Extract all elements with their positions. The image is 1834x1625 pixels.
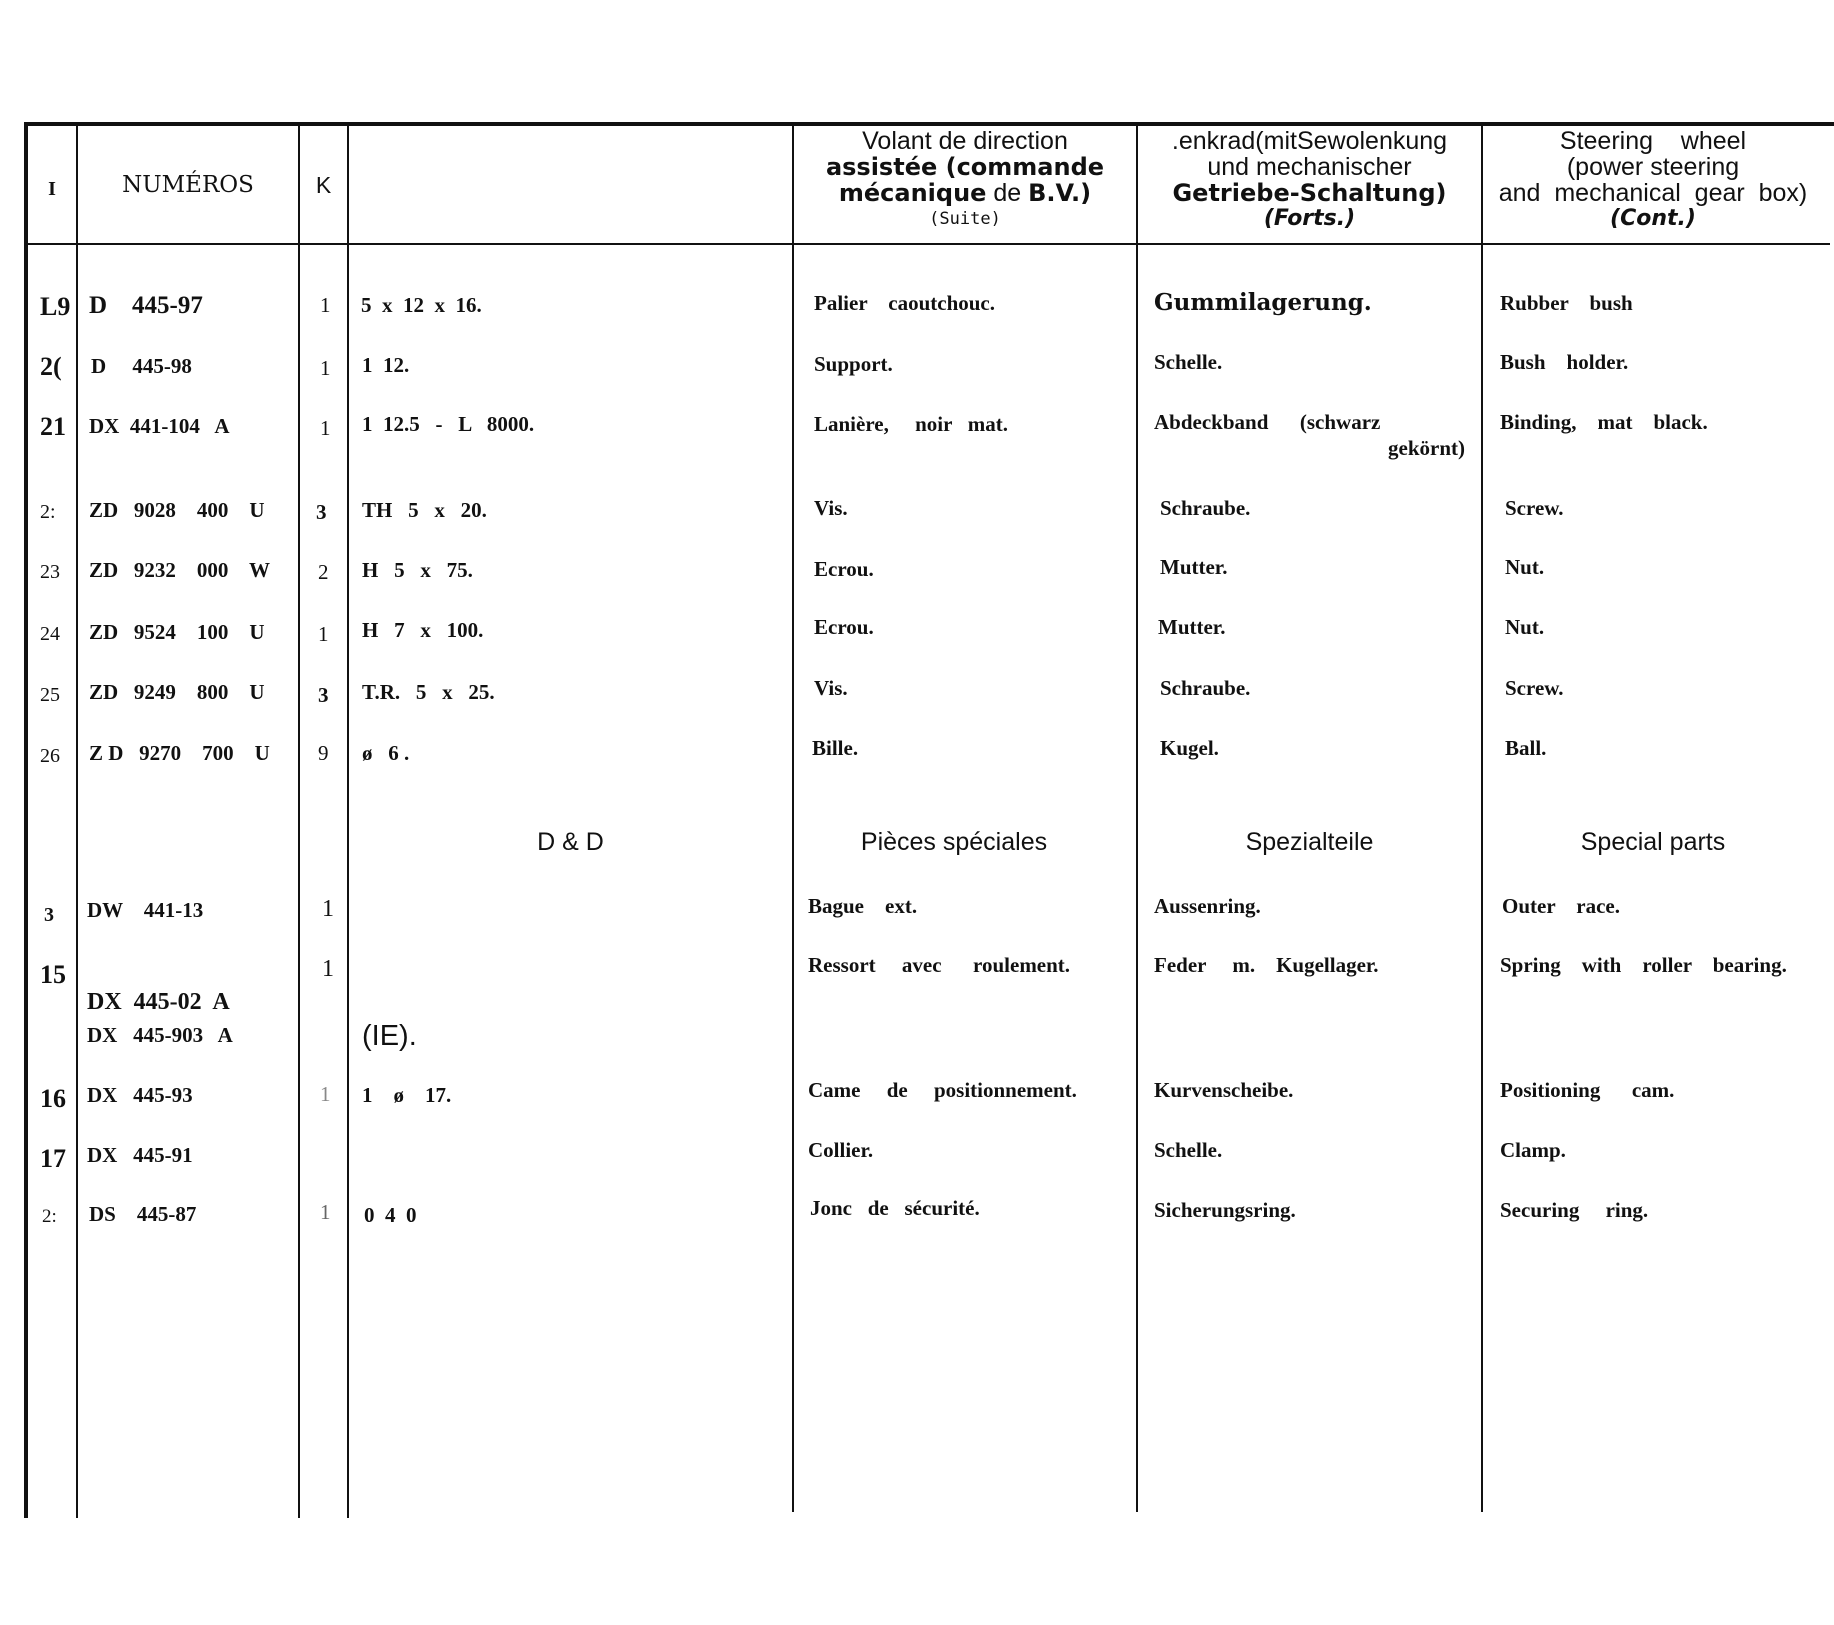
row-english: Positioning cam.	[1500, 1078, 1675, 1102]
row-dimension: 1 12.	[362, 353, 410, 377]
row-french: Bille.	[812, 736, 859, 760]
row-ref: 16	[40, 1084, 66, 1113]
row-k: 3	[318, 683, 329, 707]
row-english: Screw.	[1505, 496, 1564, 520]
row-english: Binding, mat black.	[1500, 410, 1708, 434]
row-k: 1	[320, 1082, 331, 1106]
top-rule	[24, 122, 1834, 126]
row-german: Schelle.	[1154, 350, 1223, 374]
header-en-line2: (power steering	[1566, 153, 1740, 181]
row-k: 1	[320, 1200, 331, 1224]
row-german: Sicherungsring.	[1154, 1198, 1296, 1222]
row-ref: 26	[40, 745, 60, 767]
row-k: 1	[322, 896, 334, 922]
row-dimension: T.R. 5 x 25.	[362, 680, 495, 704]
row-german: Schelle.	[1154, 1138, 1223, 1162]
row-numeros: DX 445-93	[87, 1083, 193, 1107]
col-rule-k	[347, 126, 349, 1518]
header-k: K	[315, 172, 332, 198]
row-german-cont: gekörnt)	[1388, 436, 1465, 460]
header-de-line2: und mechanischer	[1207, 153, 1412, 181]
row-dimension: ø 6 .	[362, 741, 410, 765]
row-ref: 3	[44, 904, 54, 926]
row-german: Kurvenscheibe.	[1154, 1078, 1294, 1102]
row-dimension: TH 5 x 20.	[362, 498, 487, 522]
row-ref: 21	[40, 412, 66, 441]
row-dimension: 1 12.5 - L 8000.	[362, 412, 535, 436]
row-dimension: 0 4 0	[364, 1203, 417, 1227]
header-ref: I	[48, 178, 56, 200]
row-k: 1	[322, 956, 334, 982]
row-ref: 25	[40, 684, 60, 706]
header-de-line3: Getriebe-Schaltung)	[1172, 179, 1447, 207]
row-german: Gummilagerung.	[1154, 289, 1372, 316]
row-english: Spring with roller bearing.	[1500, 953, 1787, 977]
row-numeros: Z D 9270 700 U	[89, 741, 270, 765]
section-fr-heading: Pièces spéciales	[860, 828, 1048, 856]
row-french: Lanière, noir mat.	[814, 412, 1009, 436]
row-ref: 15	[40, 960, 66, 989]
row-ref: 24	[40, 623, 60, 645]
row-numeros: ZD 9232 000 W	[89, 558, 271, 582]
row-ref: L9	[40, 292, 71, 321]
row-ref: 2:	[40, 501, 56, 523]
row-numeros: ZD 9028 400 U	[89, 498, 265, 522]
row-english: Securing ring.	[1500, 1198, 1649, 1222]
header-fr-suite: (Suite)	[929, 209, 1001, 229]
row-numeros: ZD 9524 100 U	[89, 620, 265, 644]
header-fr-line3-bold2: B.V.)	[1028, 179, 1092, 207]
col-rule-dim	[792, 126, 794, 1512]
header-bottom-rule	[24, 243, 1830, 245]
row-numeros: ZD 9249 800 U	[89, 680, 265, 704]
row-ref: 17	[40, 1144, 66, 1173]
row-german: Kugel.	[1160, 736, 1219, 760]
row-german: Schraube.	[1160, 496, 1251, 520]
row-ref: 2:	[42, 1206, 57, 1227]
col-rule-left	[24, 122, 28, 1518]
row-french: Ressort avec roulement.	[808, 953, 1071, 977]
row-german: Mutter.	[1158, 615, 1226, 639]
row-french: Jonc de sécurité.	[810, 1196, 980, 1220]
row-english: Bush holder.	[1500, 350, 1629, 374]
row-k: 1	[320, 356, 331, 380]
header-numeros: NUMÉROS	[122, 172, 254, 198]
row-german: Aussenring.	[1154, 894, 1261, 918]
row-english: Screw.	[1505, 676, 1564, 700]
row-english: Clamp.	[1500, 1138, 1566, 1162]
section-de-heading: Spezialteile	[1245, 828, 1374, 856]
row-french: Support.	[814, 352, 893, 376]
row-k: 3	[316, 500, 327, 524]
header-de-line1: .enkrad(mitSewolenkung	[1171, 127, 1448, 155]
header-fr-line1: Volant de direction	[862, 127, 1068, 155]
row-numeros: DW 441-13	[87, 898, 204, 922]
row-numeros-alt: DX 445-903 A	[87, 1023, 233, 1047]
header-french	[794, 128, 1136, 232]
row-ref: 23	[40, 561, 60, 583]
header-english	[1483, 128, 1823, 232]
header-en-line3: and mechanical gear box)	[1498, 179, 1808, 207]
row-english: Nut.	[1505, 555, 1545, 579]
header-de-forts: (Forts.)	[1263, 206, 1356, 231]
row-french: Ecrou.	[814, 557, 874, 581]
row-german: Feder m. Kugellager.	[1154, 953, 1379, 977]
row-french: Vis.	[814, 496, 848, 520]
section-en-heading: Special parts	[1580, 828, 1726, 856]
row-numeros: D 445-98	[91, 354, 192, 378]
row-german: Abdeckband (schwarz	[1154, 410, 1381, 434]
row-french: Collier.	[808, 1138, 874, 1162]
row-french: Palier caoutchouc.	[814, 291, 996, 315]
row-dimension: (IE).	[362, 1020, 417, 1052]
col-rule-de	[1481, 126, 1483, 1512]
header-fr-line3-rest: de	[986, 179, 1029, 207]
header-fr-line2: assistée (commande	[825, 153, 1105, 181]
row-french: Came de positionnement.	[808, 1078, 1077, 1102]
row-numeros: DX 445-91	[87, 1143, 193, 1167]
row-english: Outer race.	[1502, 894, 1620, 918]
col-rule-ref	[76, 126, 78, 1518]
row-k: 9	[318, 741, 329, 765]
row-french: Bague ext.	[808, 894, 918, 918]
row-dimension: H 5 x 75.	[362, 558, 473, 582]
row-german: Mutter.	[1160, 555, 1228, 579]
row-ref: 2(	[40, 352, 62, 381]
row-numeros: DX 445-02 A	[87, 989, 230, 1015]
section-dim-heading: D & D	[537, 828, 604, 856]
row-english: Ball.	[1505, 736, 1547, 760]
row-k: 1	[320, 416, 331, 440]
row-english: Rubber bush	[1500, 291, 1633, 315]
header-german	[1138, 128, 1481, 232]
row-k: 1	[318, 622, 329, 646]
col-rule-fr	[1136, 126, 1138, 1512]
row-english: Nut.	[1505, 615, 1545, 639]
header-en-line1: Steering wheel	[1559, 127, 1747, 155]
row-german: Schraube.	[1160, 676, 1251, 700]
row-french: Vis.	[814, 676, 848, 700]
row-french: Ecrou.	[814, 615, 874, 639]
col-rule-numeros	[298, 126, 300, 1518]
row-dimension: 1 ø 17.	[362, 1083, 452, 1107]
row-dimension: H 7 x 100.	[362, 618, 484, 642]
row-numeros: DX 441-104 A	[89, 414, 230, 438]
header-fr-line3	[794, 180, 1136, 206]
header-fr-line3-bold: mécanique	[838, 179, 987, 207]
row-k: 1	[320, 293, 331, 317]
row-numeros: D 445-97	[89, 292, 203, 319]
header-en-cont: (Cont.)	[1610, 206, 1696, 231]
row-numeros: DS 445-87	[89, 1202, 197, 1226]
row-k: 2	[318, 560, 329, 584]
row-dimension: 5 x 12 x 16.	[361, 293, 482, 317]
